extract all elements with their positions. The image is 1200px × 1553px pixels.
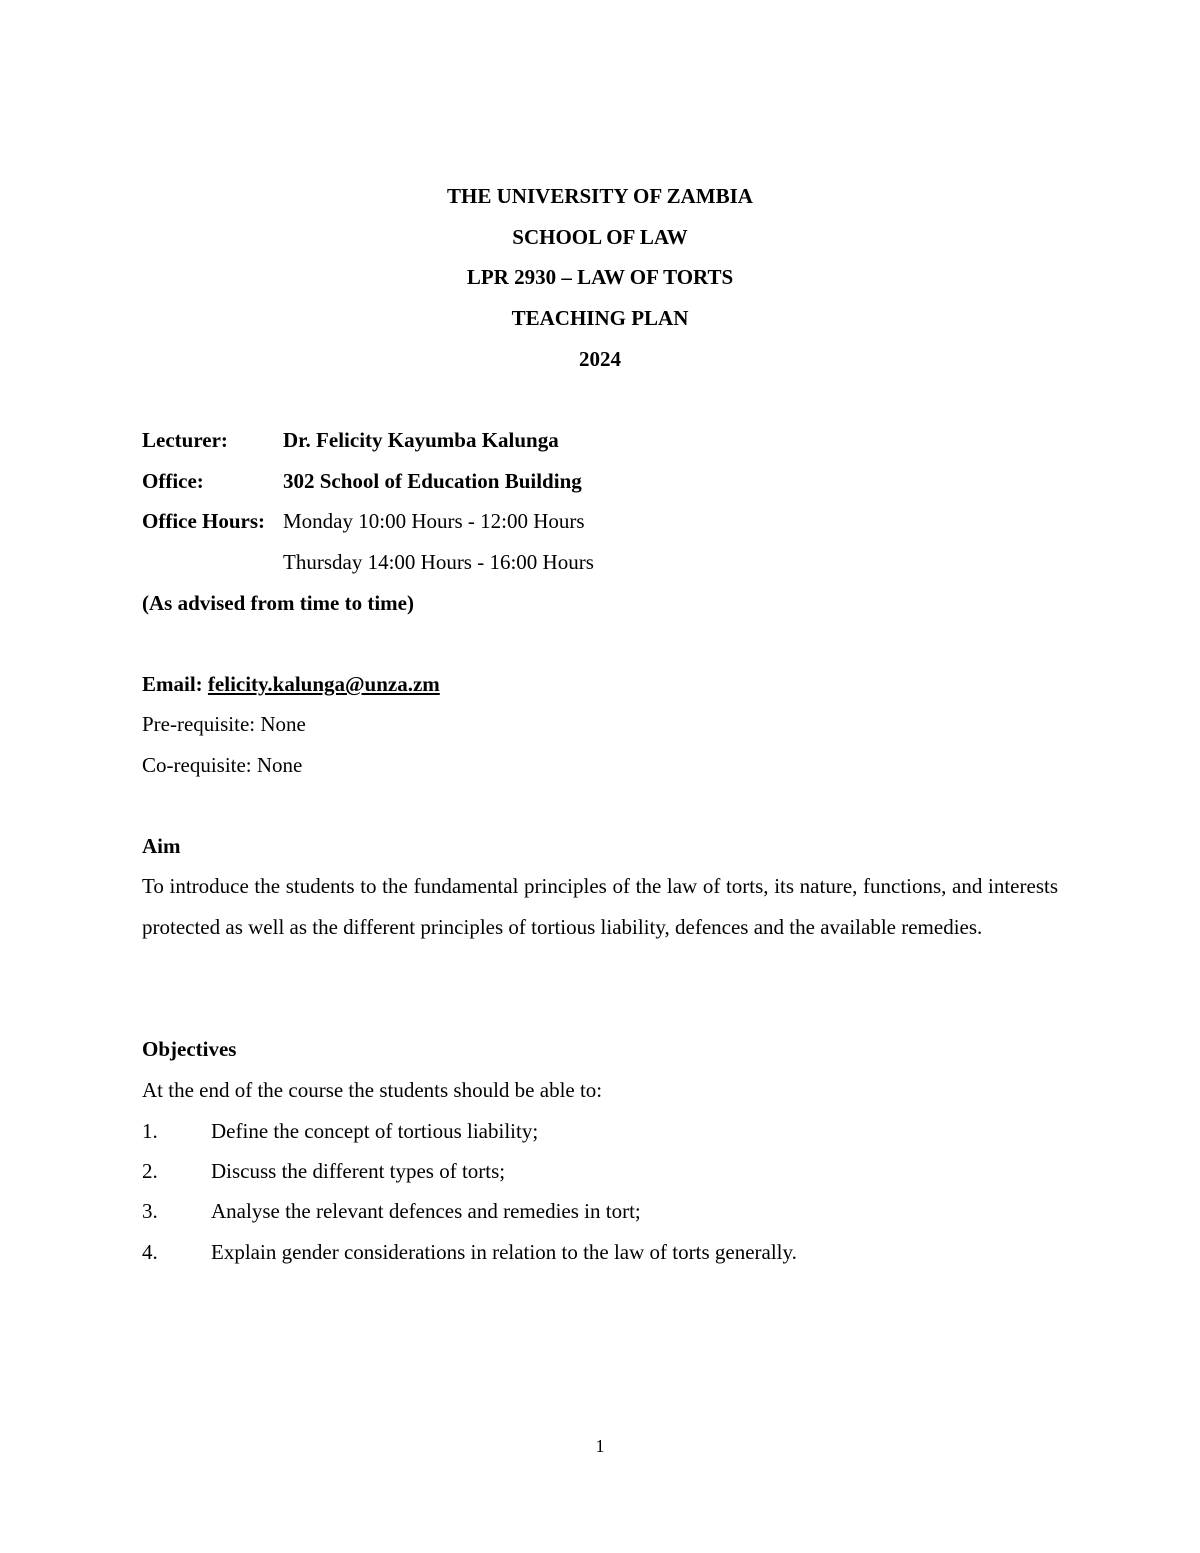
objectives-heading: Objectives: [142, 1037, 237, 1061]
objective-number: 4.: [142, 1240, 158, 1264]
lecturer-label: Lecturer:: [142, 428, 228, 452]
document-type: TEACHING PLAN: [511, 306, 689, 330]
office-row: [142, 469, 582, 493]
objective-number: 1.: [142, 1119, 158, 1143]
document-year: 2024: [579, 347, 621, 371]
office-hours-label: Office Hours:: [142, 509, 266, 533]
prerequisite: Pre-requisite: None: [142, 712, 306, 736]
page-number: 1: [595, 1436, 605, 1456]
school-name: SCHOOL OF LAW: [512, 225, 688, 249]
office-label: Office:: [142, 469, 204, 493]
objective-number: 2.: [142, 1159, 158, 1183]
objective-text: Analyse the relevant defences and remedies in tort;: [211, 1199, 641, 1223]
university-name: THE UNIVERSITY OF ZAMBIA: [447, 184, 753, 208]
office-hours-row: [142, 509, 585, 533]
office-hours-monday: Monday 10:00 Hours - 12:00 Hours: [283, 509, 585, 533]
objective-text: Define the concept of tortious liability;: [211, 1119, 539, 1143]
course-title: LPR 2930 – LAW OF TORTS: [466, 265, 734, 289]
office-value: 302 School of Education Building: [283, 469, 582, 493]
lecturer-value: Dr. Felicity Kayumba Kalunga: [283, 428, 559, 452]
email-row: [142, 672, 440, 696]
objective-number: 3.: [142, 1199, 158, 1223]
objective-text: Explain gender considerations in relation to the law of torts generally.: [211, 1240, 797, 1264]
corequisite: Co-requisite: None: [142, 753, 303, 777]
lecturer-row: [142, 428, 559, 452]
email-label: Email:: [142, 672, 203, 696]
objectives-intro: At the end of the course the students should be able to:: [142, 1078, 603, 1102]
aim-text: To introduce the students to the fundamental principles of the law of torts, its nature, functions, and interests protected as well as the different principles of tortious liability, defences and the available remedies.: [142, 874, 1058, 939]
office-hours-note: (As advised from time to time): [142, 591, 414, 615]
email-link[interactable]: felicity.kalunga@unza.zm: [207, 672, 440, 696]
aim-heading: Aim: [142, 834, 181, 858]
office-hours-thursday: Thursday 14:00 Hours - 16:00 Hours: [283, 550, 594, 574]
objective-text: Discuss the different types of torts;: [211, 1159, 506, 1183]
